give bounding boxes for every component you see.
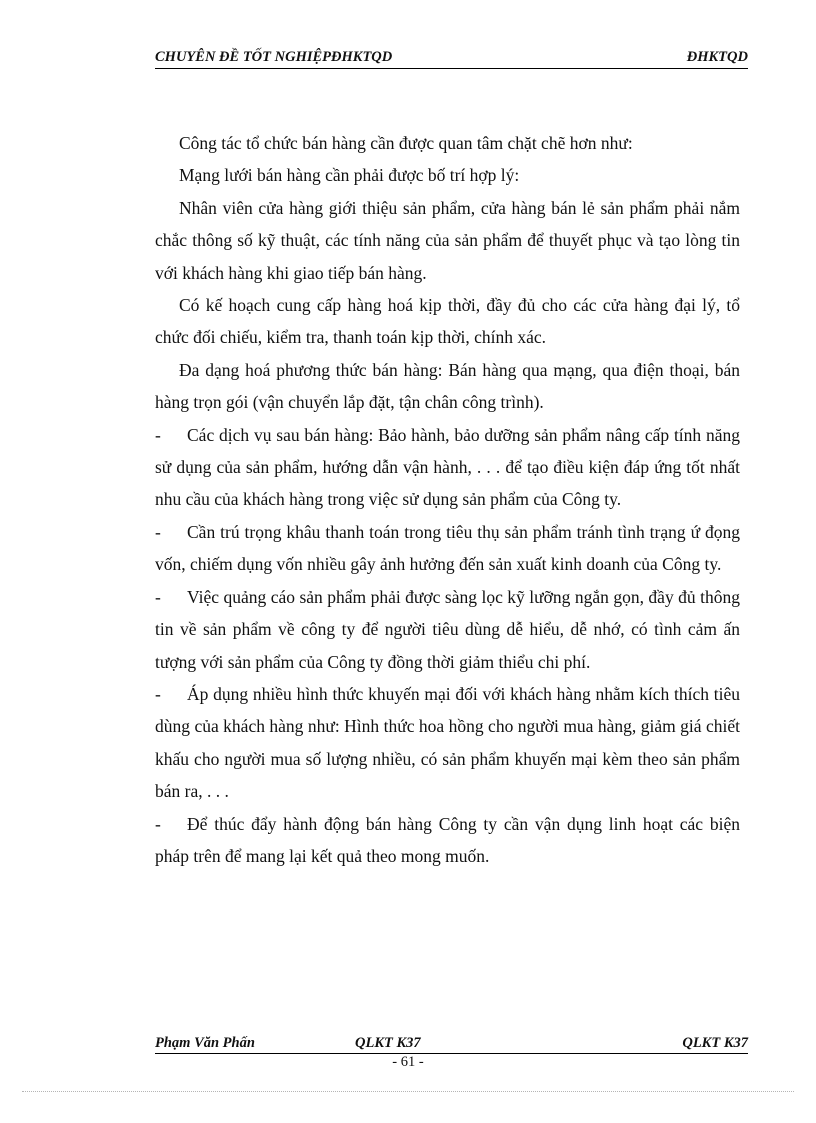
paragraph — [155, 159, 740, 191]
paragraph-text: Công tác tổ chức bán hàng cần được quan tâm chặt chẽ hơn như: — [179, 133, 633, 153]
bullet-marker: - — [155, 813, 161, 834]
bullet-paragraph — [155, 581, 740, 678]
footer-class-mid: QLKT K37 — [355, 1035, 421, 1051]
bullet-paragraph — [155, 808, 740, 873]
page-header — [155, 48, 748, 69]
bullet-marker: - — [155, 424, 161, 445]
paragraph-text: Cần trú trọng khâu thanh toán trong tiêu thụ sản phẩm tránh tình trạng ứ đọng vốn, chiếm dụng vốn nhiều gây ảnh hưởng đến sản xuất kinh doanh của Công ty. — [155, 521, 740, 575]
paragraph-text: Nhân viên cửa hàng giới thiệu sản phẩm, cửa hàng bán lẻ sản phẩm phải nắm chắc thông số kỹ thuật, các tính năng của sản phẩm để thuyết phục và tạo lòng tin với khách hàng khi giao tiếp bán hàng. — [155, 197, 740, 283]
paragraph-text: Các dịch vụ sau bán hàng: Bảo hành, bảo dưỡng sản phẩm nâng cấp tính năng sử dụng của sản phẩm, hướng dẫn vận hành, . . . để tạo điều kiện đáp ứng tốt nhất nhu cầu của khách hàng trong việc sử dụng sản phẩm của Công ty. — [155, 424, 740, 510]
footer-class-right: QLKT K37 — [682, 1035, 748, 1051]
page-edge-divider — [22, 1091, 794, 1092]
paragraph-text: Áp dụng nhiều hình thức khuyến mại đối với khách hàng nhằm kích thích tiêu dùng của khách hàng như: Hình thức hoa hồng cho người mua hàng, giảm giá chiết khấu cho người mua số lượng nhiều, có sản phẩm khuyến mại kèm theo sản phẩm bán ra, . . . — [155, 683, 740, 802]
paragraph — [155, 127, 740, 159]
bullet-marker: - — [155, 683, 161, 704]
page-footer — [155, 1034, 748, 1054]
paragraph — [155, 192, 740, 289]
bullet-marker: - — [155, 586, 161, 607]
paragraph — [155, 289, 740, 354]
paragraph — [155, 354, 740, 419]
header-school: ĐHKTQD — [686, 49, 748, 65]
paragraph-text: Để thúc đẩy hành động bán hàng Công ty cần vận dụng linh hoạt các biện pháp trên để mang lại kết quả theo mong muốn. — [155, 813, 740, 866]
document-body — [155, 127, 740, 872]
paragraph-text: Có kế hoạch cung cấp hàng hoá kịp thời, đầy đủ cho các cửa hàng đại lý, tổ chức đối chiếu, kiểm tra, thanh toán kịp thời, chính xác. — [155, 295, 740, 348]
header-title: CHUYÊN ĐỀ TỐT NGHIỆPĐHKTQD — [155, 49, 393, 65]
paragraph-text: Việc quảng cáo sản phẩm phải được sàng lọc kỹ lưỡng ngắn gọn, đầy đủ thông tin về sản phẩm về công ty để người tiêu dùng dễ hiểu, dễ nhớ, có tình cảm ấn tượng với sản phẩm của Công ty đồng thời giảm thiểu chi phí. — [155, 586, 740, 672]
footer-author: Phạm Văn Phấn — [155, 1035, 255, 1051]
paragraph-text: Đa dạng hoá phương thức bán hàng: Bán hàng qua mạng, qua điện thoại, bán hàng trọn gói (vận chuyển lắp đặt, tận chân công trình). — [155, 359, 740, 413]
bullet-paragraph — [155, 678, 740, 808]
bullet-marker: - — [155, 521, 161, 542]
page-number: - 61 - — [392, 1054, 424, 1070]
paragraph-text: Mạng lưới bán hàng cần phải được bố trí hợp lý: — [179, 165, 520, 186]
bullet-paragraph — [155, 516, 740, 581]
bullet-paragraph — [155, 419, 740, 516]
